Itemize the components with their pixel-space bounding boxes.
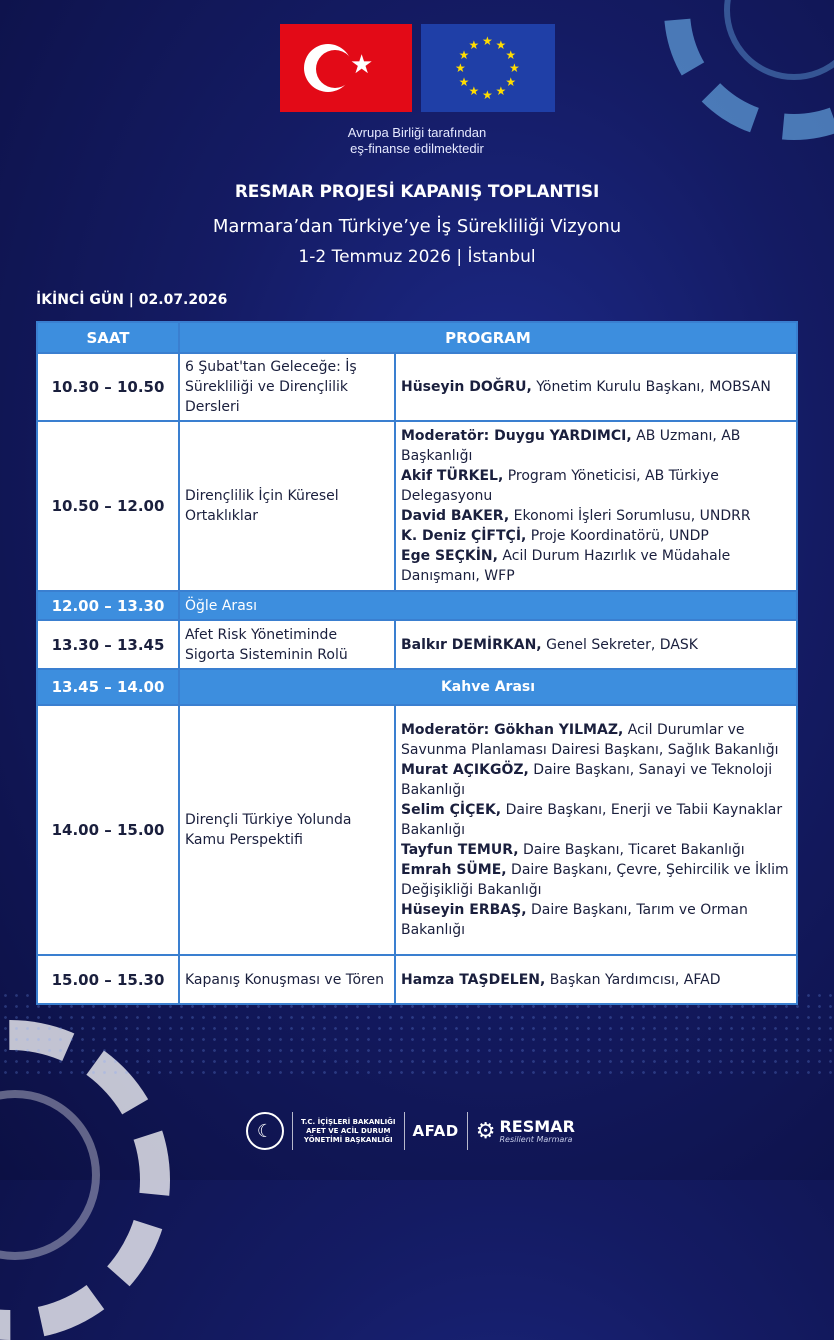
table-header-row: [37, 322, 797, 353]
speaker-entry: [401, 466, 791, 506]
session-row: [37, 705, 797, 955]
eu-star-icon: ★: [468, 84, 480, 99]
speaker-role: Başkan Yardımcısı, AFAD: [545, 971, 721, 988]
eu-star-icon: ★: [509, 61, 520, 75]
cofinance-line-1: Avrupa Birliği tarafından: [347, 125, 487, 140]
eu-star-icon: ★: [482, 34, 493, 48]
session-row: [37, 620, 797, 669]
speaker-entry: [401, 506, 791, 526]
speaker-role: AB Uzmanı, AB Başkanlığı: [401, 428, 741, 464]
program-table: [36, 321, 798, 1005]
speaker-entry: [401, 720, 791, 760]
speaker-name: Moderatör: Gökhan YILMAZ,: [401, 722, 624, 738]
speaker-name: Hüseyin ERBAŞ,: [401, 902, 527, 918]
ministry-seal-icon: ☾: [246, 1112, 284, 1150]
speaker-entry: [401, 526, 791, 546]
org-line-1: T.C. İÇİŞLERİ BAKANLIĞI: [301, 1117, 396, 1126]
speaker-name: Balkır DEMİRKAN,: [401, 636, 542, 653]
speaker-role: Daire Başkanı, Sanayi ve Teknoloji Bakanlığı: [401, 762, 773, 798]
divider: [467, 1112, 468, 1150]
speaker-entry: [401, 900, 791, 940]
session-topic: Kapanış Konuşması ve Tören: [179, 955, 395, 1004]
speaker-role: Yönetim Kurulu Başkanı, MOBSAN: [531, 379, 771, 395]
speaker-role: Ekonomi İşleri Sorumlusu, UNDRR: [509, 508, 751, 524]
org-line-2: AFET VE ACİL DURUM: [306, 1126, 391, 1135]
speaker-name: K. Deniz ÇİFTÇİ,: [401, 528, 527, 544]
footer-logos: [246, 1108, 575, 1154]
speaker-entry: [401, 546, 791, 586]
session-topic: Dirençli Türkiye Yolunda Kamu Perspektifi: [179, 705, 395, 955]
eu-star-icon: ★: [468, 37, 480, 52]
session-row: [37, 353, 797, 421]
speaker-entry: [401, 800, 791, 840]
session-speakers: [395, 955, 797, 1004]
speaker-name: Moderatör: Duygu YARDIMCI,: [401, 428, 632, 444]
session-speakers: [395, 421, 797, 591]
session-speakers: [395, 620, 797, 669]
session-row: [37, 421, 797, 591]
eu-star-icon: ★: [505, 74, 517, 89]
speaker-name: Hüseyin DOĞRU,: [401, 379, 532, 395]
resmar-gear-icon: ⚙: [475, 1118, 496, 1144]
session-time: 10.30 – 10.50: [37, 353, 179, 421]
column-header-program: PROGRAM: [179, 322, 797, 353]
divider: [404, 1112, 405, 1150]
speaker-entry: [401, 860, 791, 900]
speaker-name: Murat AÇIKGÖZ,: [401, 762, 529, 778]
column-header-time: SAAT: [37, 322, 179, 353]
speaker-role: Program Yöneticisi, AB Türkiye Delegasyonu: [401, 468, 719, 504]
speaker-role: Acil Durum Hazırlık ve Müdahale Danışmanı, WFP: [401, 548, 731, 584]
resmar-tagline: Resilient Marmara: [499, 1134, 573, 1144]
session-time: 13.45 – 14.00: [37, 669, 179, 705]
resmar-logo: [475, 1116, 575, 1144]
session-time: 12.00 – 13.30: [37, 591, 179, 620]
speaker-role: Daire Başkanı, Ticaret Bakanlığı: [518, 842, 745, 858]
break-row: [37, 669, 797, 705]
turkey-flag-icon: ★: [280, 24, 412, 112]
date-place: 1-2 Temmuz 2026 | İstanbul: [298, 247, 536, 267]
speaker-role: Proje Koordinatörü, UNDP: [526, 528, 709, 544]
session-time: 13.30 – 13.45: [37, 620, 179, 669]
speaker-entry: [401, 426, 791, 466]
day-label: İKİNCİ GÜN | 02.07.2026: [36, 292, 228, 308]
speaker-name: Hamza TAŞDELEN,: [401, 971, 546, 988]
eu-star-icon: ★: [455, 61, 466, 75]
eu-star-icon: ★: [495, 37, 507, 52]
eu-star-icon: ★: [505, 47, 517, 62]
session-time: 14.00 – 15.00: [37, 705, 179, 955]
speaker-entry: [401, 760, 791, 800]
speaker-name: Tayfun TEMUR,: [401, 842, 519, 858]
break-label: Öğle Arası: [179, 591, 797, 620]
speaker-role: Daire Başkanı, Enerji ve Tabii Kaynaklar Bakanlığı: [401, 802, 783, 838]
session-time: 10.50 – 12.00: [37, 421, 179, 591]
session-time: 15.00 – 15.30: [37, 955, 179, 1004]
session-row: [37, 955, 797, 1004]
eu-star-icon: ★: [482, 88, 493, 102]
resmar-name: RESMAR: [499, 1116, 575, 1136]
page-title: RESMAR PROJESİ KAPANIŞ TOPLANTISI: [234, 182, 600, 202]
speaker-role: Daire Başkanı, Tarım ve Orman Bakanlığı: [401, 902, 748, 938]
session-speakers: [395, 705, 797, 955]
speaker-name: David BAKER,: [401, 508, 510, 524]
divider: [292, 1112, 293, 1150]
afad-logo: AFAD: [412, 1122, 459, 1140]
speaker-entry: [401, 635, 791, 655]
eu-flag-icon: [421, 24, 555, 112]
session-topic: Dirençlilik İçin Küresel Ortaklıklar: [179, 421, 395, 591]
speaker-name: Selim ÇİÇEK,: [401, 802, 502, 818]
cofinance-note: [0, 125, 834, 157]
speaker-name: Emrah SÜME,: [401, 862, 507, 878]
session-speakers: [395, 353, 797, 421]
speaker-role: Daire Başkanı, Çevre, Şehircilik ve İklim Değişikliği Bakanlığı: [401, 862, 789, 898]
eu-star-icon: ★: [458, 74, 470, 89]
page-subtitle: Marmara’dan Türkiye’ye İş Sürekliliği Vizyonu: [212, 216, 622, 237]
ministry-logo-text: [301, 1118, 396, 1145]
session-topic: 6 Şubat'tan Geleceğe: İş Sürekliliği ve Dirençlilik Dersleri: [179, 353, 395, 421]
eu-star-icon: ★: [495, 84, 507, 99]
speaker-role: Acil Durumlar ve Savunma Planlaması Dairesi Başkanı, Sağlık Bakanlığı: [401, 722, 779, 758]
cofinance-line-2: eş-finanse edilmektedir: [350, 141, 484, 156]
speaker-entry: [401, 970, 791, 990]
session-topic: Afet Risk Yönetiminde Sigorta Sisteminin Rolü: [179, 620, 395, 669]
speaker-role: Genel Sekreter, DASK: [541, 636, 698, 653]
break-label: Kahve Arası: [179, 669, 797, 705]
flags: [280, 24, 555, 112]
speaker-name: Ege SEÇKİN,: [401, 548, 498, 564]
break-row: [37, 591, 797, 620]
speaker-name: Akif TÜRKEL,: [401, 468, 504, 484]
speaker-entry: [401, 840, 791, 860]
speaker-entry: [401, 377, 791, 397]
eu-star-icon: ★: [458, 47, 470, 62]
org-line-3: YÖNETİMİ BAŞKANLIĞI: [303, 1135, 393, 1144]
